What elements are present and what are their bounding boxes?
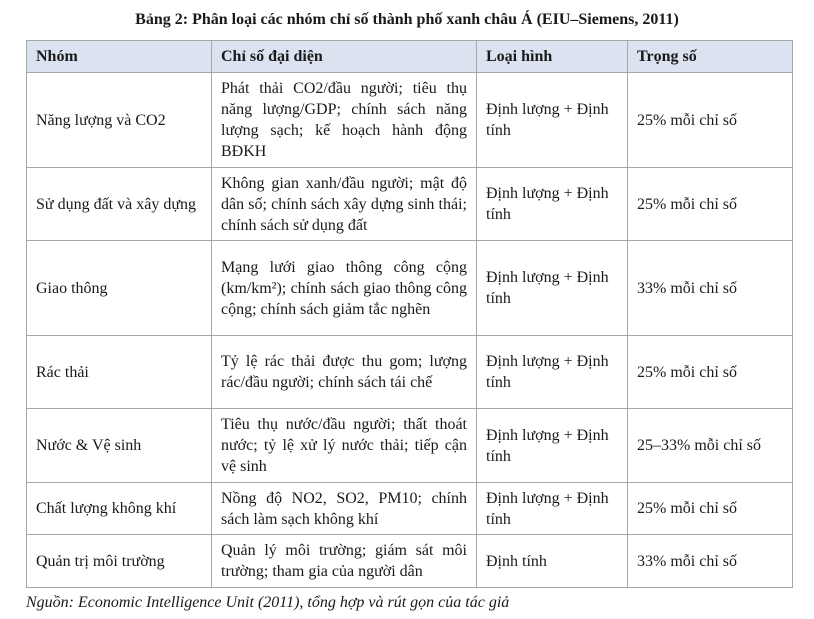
table-row <box>27 241 793 336</box>
cell-weight: 25% mỗi chỉ số <box>628 168 793 241</box>
source-note: Nguồn: Economic Intelligence Unit (2011), tổng hợp và rút gọn của tác giả <box>26 594 510 611</box>
header-weight: Trọng số <box>628 41 793 73</box>
cell-type: Định lượng + Định tính <box>477 241 628 336</box>
cell-group: Nước & Vệ sinh <box>27 409 212 483</box>
cell-weight: 25% mỗi chỉ số <box>628 483 793 535</box>
cell-indicators: Nồng độ NO2, SO2, PM10; chính sách làm sạch không khí <box>212 483 477 535</box>
cell-weight: 25% mỗi chỉ số <box>628 336 793 409</box>
header-type: Loại hình <box>477 41 628 73</box>
table-row <box>27 409 793 483</box>
cell-group: Chất lượng không khí <box>27 483 212 535</box>
table-row <box>27 73 793 168</box>
cell-group: Sử dụng đất và xây dựng <box>27 168 212 241</box>
cell-indicators: Phát thải CO2/đầu người; tiêu thụ năng lượng/GDP; chính sách năng lượng sạch; kế hoạch hành động BĐKH <box>212 73 477 168</box>
cell-weight: 25–33% mỗi chỉ số <box>628 409 793 483</box>
cell-type: Định lượng + Định tính <box>477 336 628 409</box>
table-row <box>27 336 793 409</box>
table-caption: Bảng 2: Phân loại các nhóm chỉ số thành phố xanh châu Á (EIU–Siemens, 2011) <box>135 11 679 28</box>
header-indicators: Chỉ số đại diện <box>212 41 477 73</box>
cell-group: Rác thải <box>27 336 212 409</box>
cell-indicators: Không gian xanh/đầu người; mật độ dân số; chính sách xây dựng sinh thái; chính sách sử dụng đất <box>212 168 477 241</box>
cell-indicators: Tỷ lệ rác thải được thu gom; lượng rác/đầu người; chính sách tái chế <box>212 336 477 409</box>
cell-weight: 33% mỗi chỉ số <box>628 241 793 336</box>
cell-type: Định lượng + Định tính <box>477 73 628 168</box>
header-row <box>27 41 793 73</box>
cell-type: Định lượng + Định tính <box>477 483 628 535</box>
cell-group: Giao thông <box>27 241 212 336</box>
cell-indicators: Mạng lưới giao thông công cộng (km/km²); chính sách giao thông công cộng; chính sách giảm tắc nghẽn <box>212 241 477 336</box>
cell-group: Năng lượng và CO2 <box>27 73 212 168</box>
table-row <box>27 535 793 588</box>
cell-type: Định lượng + Định tính <box>477 168 628 241</box>
cell-type: Định tính <box>477 535 628 588</box>
cell-indicators: Tiêu thụ nước/đầu người; thất thoát nước; tỷ lệ xử lý nước thải; tiếp cận vệ sinh <box>212 409 477 483</box>
table-row <box>27 168 793 241</box>
cell-group: Quản trị môi trường <box>27 535 212 588</box>
cell-weight: 25% mỗi chỉ số <box>628 73 793 168</box>
cell-weight: 33% mỗi chỉ số <box>628 535 793 588</box>
cell-type: Định lượng + Định tính <box>477 409 628 483</box>
header-group: Nhóm <box>27 41 212 73</box>
indicator-table <box>26 40 793 588</box>
table-row <box>27 483 793 535</box>
cell-indicators: Quản lý môi trường; giám sát môi trường; tham gia của người dân <box>212 535 477 588</box>
